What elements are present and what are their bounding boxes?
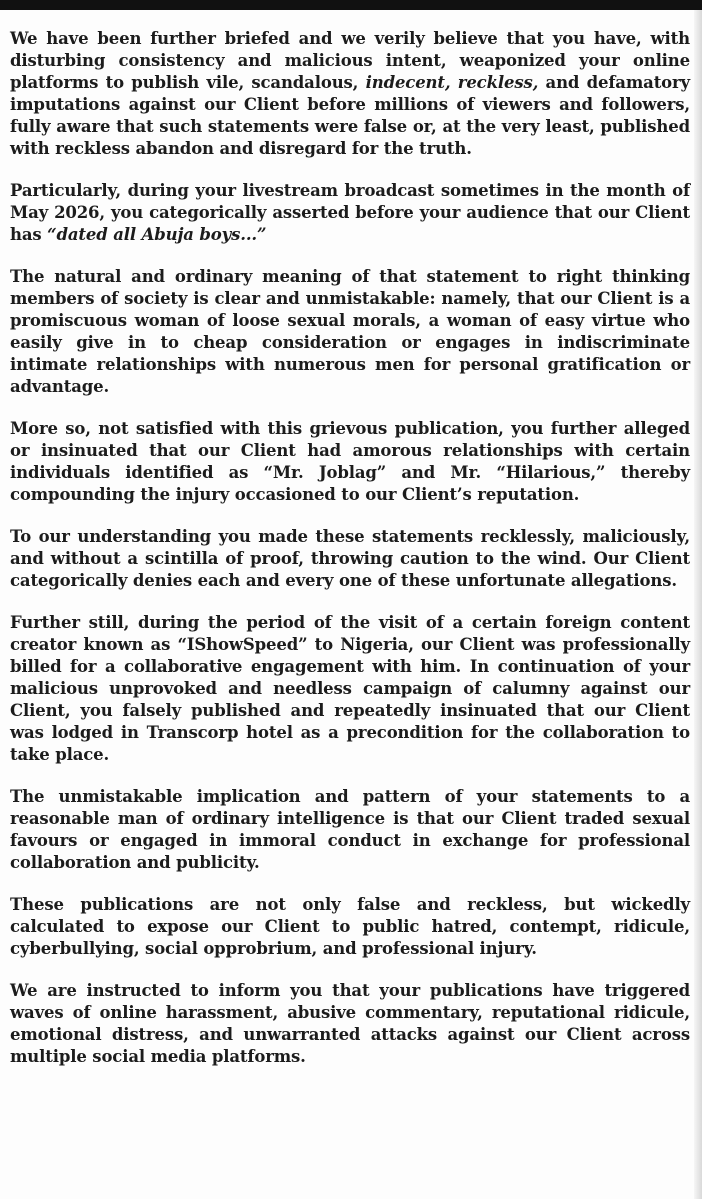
top-border-bar (0, 0, 702, 10)
page-edge-shadow (694, 10, 702, 1199)
letter-body (10, 28, 690, 1088)
paragraph-4: More so, not satisfied with this grievous publication, you further alleged or insinuated that our Client had amorous relationships with certain individuals identified as “Mr. Joblag” and Mr. “Hilarious,” thereby compounding the injury occasioned to our Client’s reputation. (10, 419, 690, 504)
paragraph-8: These publications are not only false and reckless, but wickedly calculated to expose our Client to public hatred, contempt, ridicule, cyberbullying, social opprobrium, and professional injury. (10, 895, 690, 958)
paragraph-9: We are instructed to inform you that your publications have triggered waves of online harassment, abusive commentary, reputational ridicule, emotional distress, and unwarranted attacks against our Client across multiple social media platforms. (10, 981, 690, 1066)
paragraph-1-emphasis: indecent, reckless, (365, 73, 539, 92)
paragraph-5: To our understanding you made these statements recklessly, maliciously, and without a scintilla of proof, throwing caution to the wind. Our Client categorically denies each and every one of these unfortunate allegations. (10, 527, 690, 590)
paragraph-3: The natural and ordinary meaning of that statement to right thinking members of society is clear and unmistakable: namely, that our Client is a promiscuous woman of loose sexual morals, a woman of easy virtue who easily give in to cheap consideration or engages in indiscriminate intimate relationships with numerous men for personal gratification or advantage. (10, 267, 690, 396)
paragraph-7: The unmistakable implication and pattern of your statements to a reasonable man of ordinary intelligence is that our Client traded sexual favours or engaged in immoral conduct in exchange for professional collaboration and publicity. (10, 787, 690, 872)
paragraph-6: Further still, during the period of the visit of a certain foreign content creator known as “IShowSpeed” to Nigeria, our Client was professionally billed for a collaborative engagement with him. In continuation of your malicious unprovoked and needless campaign of calumny against our Client, you falsely published and repeatedly insinuated that our Client was lodged in Transcorp hotel as a precondition for the collaboration to take place. (10, 613, 690, 764)
paragraph-1-text-a: We have been further briefed and we verily believe that you have, with disturbing consistency and malicious intent, weaponized your online platforms to publish vile, scandalous, (10, 29, 690, 92)
paragraph-1-text-b: and defamatory imputations against our Client before millions of viewers and followers, fully aware that such statements were false or, at the very least, published with reckless abandon and disregard for the truth. (10, 73, 690, 158)
paragraph-1 (10, 28, 690, 160)
paragraph-2-text: Particularly, during your livestream broadcast sometimes in the month of May 2026, you categorically asserted before your audience that our Client has (10, 181, 690, 244)
paragraph-2-quote: “dated all Abuja boys...” (47, 225, 267, 244)
paragraph-2 (10, 180, 690, 246)
